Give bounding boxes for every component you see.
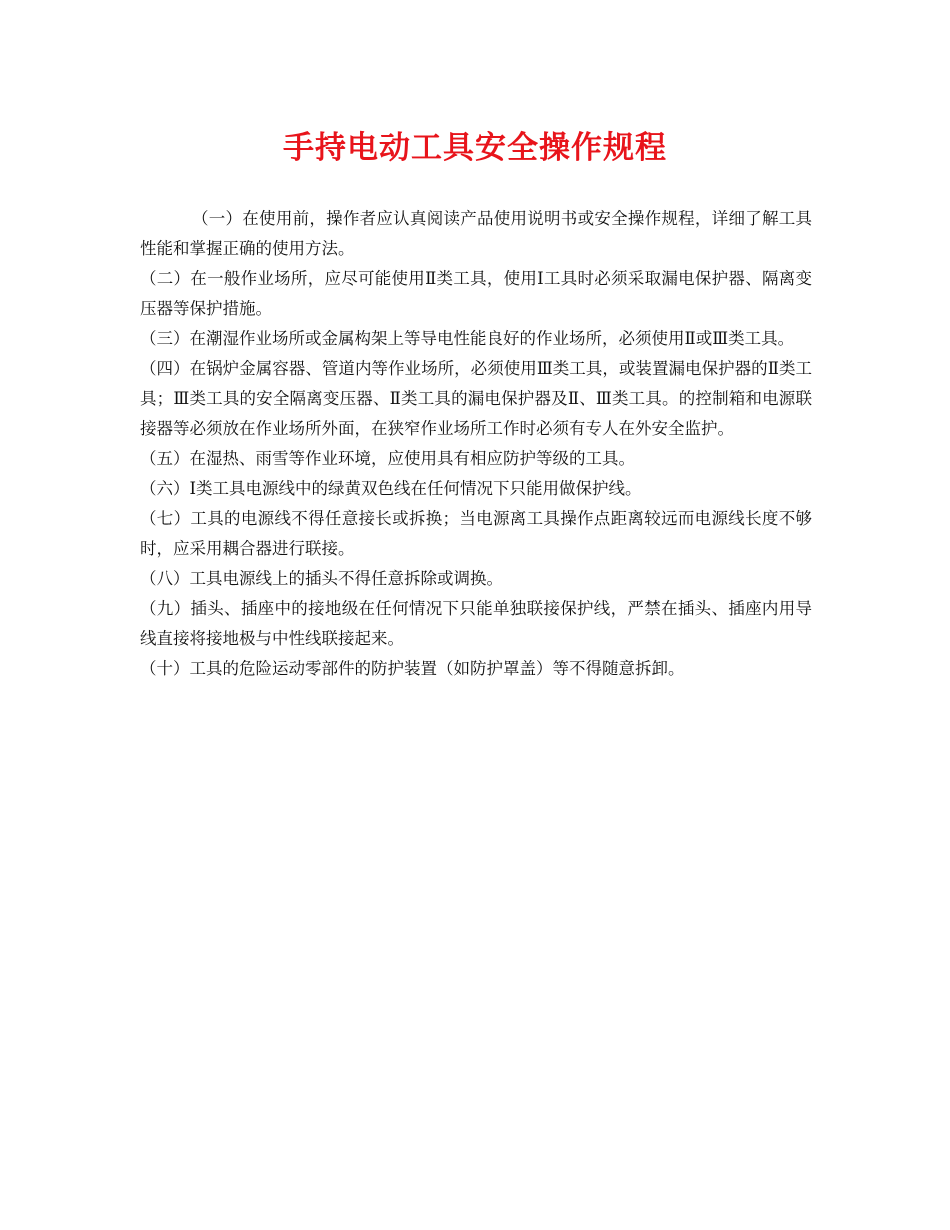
paragraph-2: （二）在一般作业场所，应尽可能使用Ⅱ类工具，使用Ⅰ工具时必须采取漏电保护器、隔离变压器等保护措施。 (140, 269, 812, 318)
document-title: 手持电动工具安全操作规程 (283, 130, 667, 166)
paragraph-9: （九）插头、插座中的接地级在任何情况下只能单独联接保护线，严禁在插头、插座内用导线直接将接地极与中性线联接起来。 (140, 599, 812, 648)
paragraph-10: （十）工具的危险运动零部件的防护装置（如防护罩盖）等不得随意拆卸。 (140, 659, 685, 678)
paragraph-6: （六）Ⅰ类工具电源线中的绿黄双色线在任何情况下只能用做保护线。 (140, 479, 642, 498)
paragraph-1: （一）在使用前，操作者应认真阅读产品使用说明书或安全操作规程，详细了解工具性能和掌握正确的使用方法。 (140, 209, 812, 258)
paragraph-3: （三）在潮湿作业场所或金属构架上等导电性能良好的作业场所，必须使用Ⅱ或Ⅲ类工具。 (140, 329, 795, 348)
paragraph-4: （四）在锅炉金属容器、管道内等作业场所，必须使用Ⅲ类工具，或装置漏电保护器的Ⅱ类工具；Ⅲ类工具的安全隔离变压器、Ⅱ类工具的漏电保护器及Ⅱ、Ⅲ类工具。的控制箱和电源联接器等必须放在作业场所外面，在狭窄作业场所工作时必须有专人在外安全监护。 (140, 359, 812, 438)
paragraph-8: （八）工具电源线上的插头不得任意拆除或调换。 (140, 569, 503, 588)
paragraph-5: （五）在湿热、雨雪等作业环境，应使用具有相应防护等级的工具。 (140, 449, 635, 468)
document-body (140, 204, 812, 684)
paragraph-7: （七）工具的电源线不得任意接长或拆换；当电源离工具操作点距离较远而电源线长度不够时，应采用耦合器进行联接。 (140, 509, 812, 558)
